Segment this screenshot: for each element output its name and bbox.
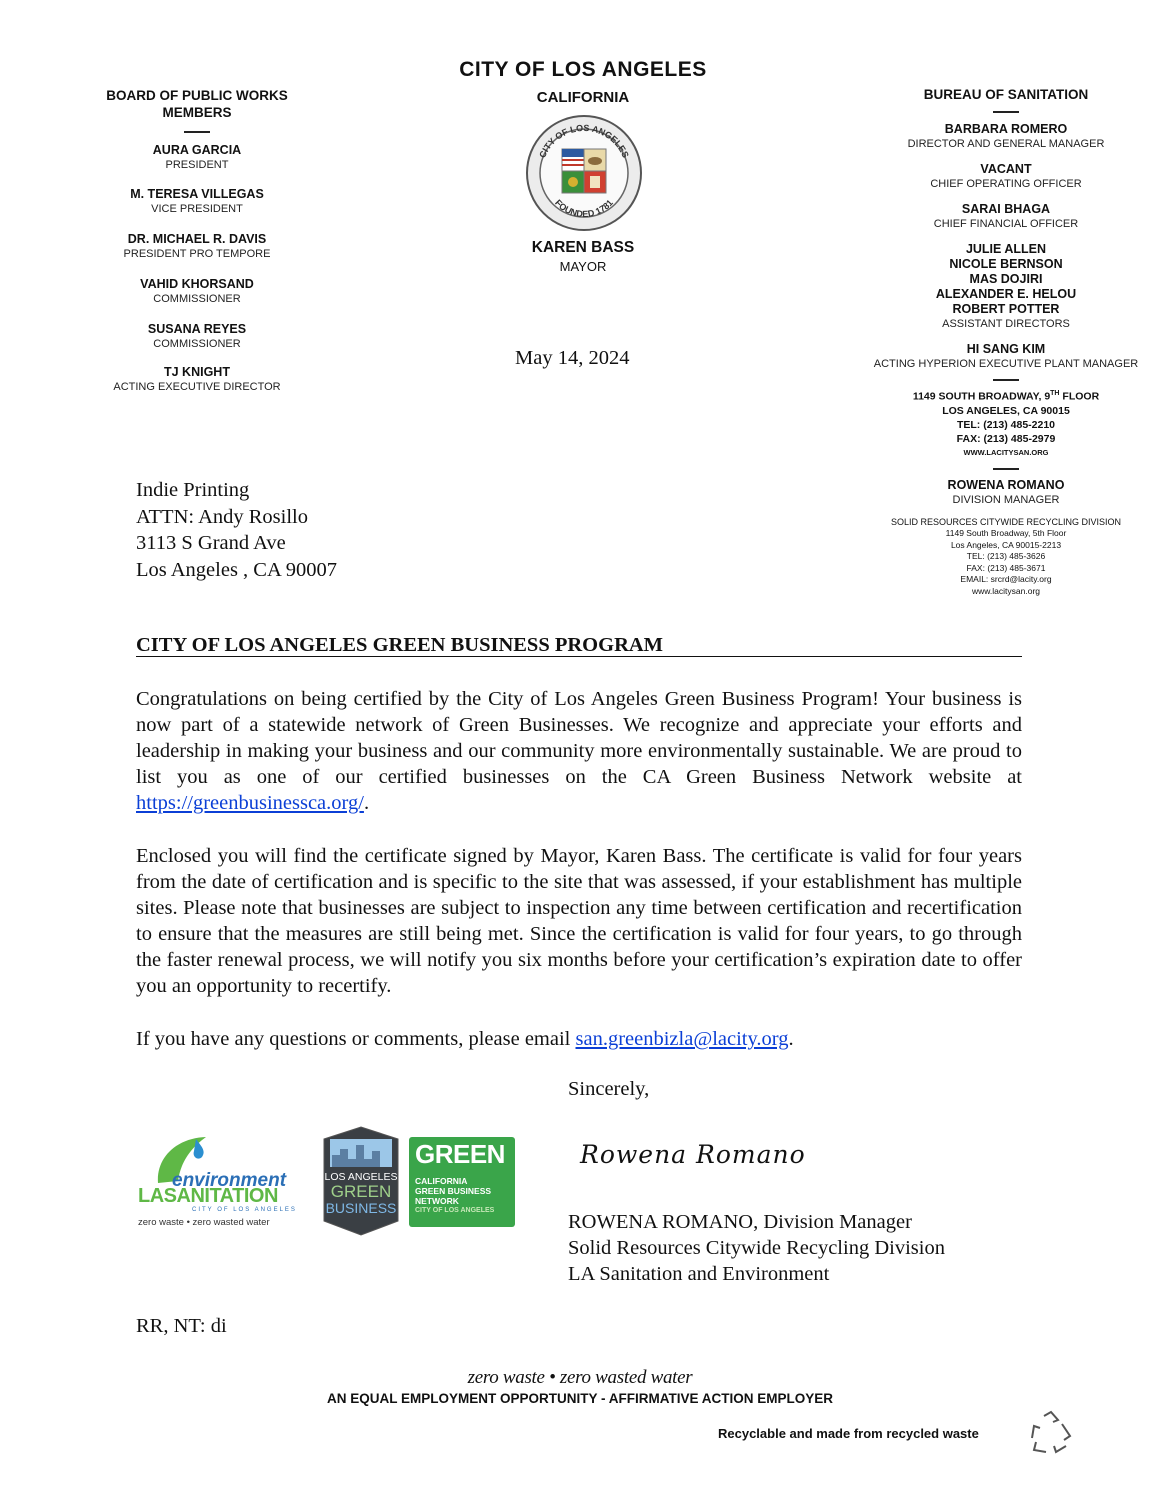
green-network-text: CALIFORNIA GREEN BUSINESS NETWORK CITY OF LOS ANGELES (415, 1176, 495, 1214)
divider (993, 468, 1019, 470)
officer-title: DIRECTOR AND GENERAL MANAGER (907, 138, 1105, 150)
board-of-public-works (80, 87, 314, 404)
signature: Rowena Romano (580, 1140, 806, 1169)
city-seal-icon (524, 113, 644, 233)
recipient-line: Los Angeles , CA 90007 (136, 558, 338, 581)
division-addr1: 1149 South Broadway, 5th Floor (945, 528, 1067, 538)
lagb-line1: LOS ANGELES (324, 1171, 398, 1183)
letter-date: May 14, 2024 (515, 347, 630, 369)
assistant-name: NICOLE BERNSON (949, 257, 1063, 271)
member-name: AURA GARCIA (152, 143, 242, 157)
recipient-line: 3113 S Grand Ave (136, 532, 286, 554)
division-web: www.lacitysan.org (971, 585, 1041, 596)
signer-name: ROWENA ROMANO, Division Manager (568, 1211, 912, 1233)
address-line2: LOS ANGELES, CA 90015 (942, 404, 1070, 417)
officer-name: SARAI BHAGA (961, 202, 1051, 216)
member-title: COMMISSIONER (153, 293, 241, 305)
state-subtitle: CALIFORNIA (536, 89, 630, 106)
address-line1: 1149 SOUTH BROADWAY, 9TH FLOOR (912, 390, 1100, 403)
officer-title: CHIEF FINANCIAL OFFICER (933, 218, 1079, 230)
recycle-icon (1026, 1410, 1076, 1456)
city-title: CITY OF LOS ANGELES (459, 58, 707, 81)
seal-bottom-text: FOUNDED 1781 (553, 197, 615, 220)
divider (184, 131, 210, 133)
footer-recycle-text: Recyclable and made from recycled waste (718, 1426, 979, 1441)
green-title: GREEN (415, 1139, 505, 1169)
bureau-of-sanitation (856, 87, 1156, 597)
lasan-tagline: zero waste • zero wasted water (138, 1217, 270, 1228)
member-name: TJ KNIGHT (164, 365, 230, 379)
assistant-directors (856, 242, 1156, 331)
lasan-city-text: CITY OF LOS ANGELES (192, 1207, 297, 1213)
board-member (80, 143, 314, 172)
paragraph-3: If you have any questions or comments, please email san.greenbizla@lacity.org. (136, 1028, 794, 1050)
bureau-officer (856, 478, 1156, 507)
board-member (80, 232, 314, 261)
officer-title: CHIEF OPERATING OFFICER (930, 178, 1082, 190)
ca-green-business-network-logo (409, 1137, 515, 1227)
divider (993, 111, 1019, 113)
signer-org: LA Sanitation and Environment (568, 1263, 830, 1285)
address-tel: TEL: (213) 485-2210 (956, 418, 1056, 431)
member-title: ACTING EXECUTIVE DIRECTOR (113, 381, 281, 393)
paragraph-2: Enclosed you will find the certificate signed by Mayor, Karen Bass. The certificate is valid for four years from the date of certification and is specific to the site that was assessed, if your establishment has multiple sites. Please note that businesses are subject to inspection any time between certification and recertification to ensure that the measures are still being met. Since the certification is valid for four years, to go through the faster renewal process, we will notify you six months before your certification’s expiration date to offer you an opportunity to recertify. (136, 845, 1022, 997)
email-link[interactable]: san.greenbizla@lacity.org (575, 1028, 789, 1050)
footer-eeo: AN EQUAL EMPLOYMENT OPPORTUNITY - AFFIRMATIVE ACTION EMPLOYER (326, 1391, 833, 1406)
assistant-name: MAS DOJIRI (969, 272, 1043, 286)
assistant-name: JULIE ALLEN (965, 242, 1047, 256)
bureau-address (856, 387, 1156, 460)
bureau-officer (856, 122, 1156, 151)
division-addr2: Los Angeles, CA 90015-2213 (950, 539, 1062, 550)
bureau-officer (856, 162, 1156, 191)
division-tel: TEL: (213) 485-3626 (966, 551, 1046, 561)
footer-tagline: zero waste • zero wasted water (467, 1367, 693, 1388)
address-fax: FAX: (213) 485-2979 (956, 432, 1056, 445)
bureau-officer (856, 342, 1156, 371)
board-member (80, 322, 314, 351)
address-web: WWW.LACITYSAN.ORG (963, 447, 1049, 457)
member-title: PRESIDENT PRO TEMPORE (123, 248, 271, 260)
initials: RR, NT: di (136, 1315, 227, 1337)
member-name: SUSANA REYES (147, 322, 247, 336)
paragraph-1: Congratulations on being certified by the City of Los Angeles Green Business Program! Your business is now part of a statewide network of Green Businesses. We recognize and appreciate your efforts and leadership in making your business and our community more environmentally sustainable. We are proud to list you as one of our certified businesses on the CA Green Business Network website at https://greenbusinessca.org/. (136, 688, 1022, 814)
divider (993, 379, 1019, 381)
lagb-line2: GREEN (330, 1182, 392, 1201)
officer-name: BARBARA ROMERO (944, 122, 1068, 136)
board-member (80, 365, 314, 394)
officer-name: HI SANG KIM (966, 342, 1046, 356)
bureau-heading: BUREAU OF SANITATION (923, 87, 1089, 102)
mayor-name: KAREN BASS (531, 239, 635, 256)
officer-name: VACANT (980, 162, 1032, 176)
lasan-main-text: LASANITATION (138, 1185, 278, 1207)
officer-name: ROWENA ROMANO (947, 477, 1065, 492)
lagb-line3: BUSINESS (325, 1200, 397, 1216)
bureau-officer (856, 202, 1156, 231)
member-title: COMMISSIONER (153, 338, 241, 350)
member-name: DR. MICHAEL R. DAVIS (127, 232, 267, 246)
seal-top-text: CITY OF LOS ANGELES (537, 122, 631, 160)
officer-title: DIVISION MANAGER (952, 493, 1060, 506)
board-member (80, 277, 314, 306)
signer-division: Solid Resources Citywide Recycling Division (568, 1237, 945, 1259)
la-sanitation-logo (136, 1133, 316, 1231)
la-green-business-logo (318, 1125, 404, 1237)
division-name: SOLID RESOURCES CITYWIDE RECYCLING DIVISION (890, 516, 1122, 527)
signer-block (568, 1209, 945, 1287)
recipient-address (136, 477, 337, 583)
subject-line: CITY OF LOS ANGELES GREEN BUSINESS PROGRAM (136, 634, 1022, 657)
division-email: EMAIL: srcrd@lacity.org (960, 574, 1052, 584)
member-title: VICE PRESIDENT (151, 203, 243, 215)
member-name: M. TERESA VILLEGAS (130, 187, 264, 201)
member-title: PRESIDENT (165, 159, 229, 171)
board-heading-line2: MEMBERS (162, 105, 232, 120)
recipient-line: Indie Printing (136, 479, 250, 501)
lasan-top-text: environment (172, 1170, 287, 1191)
assistant-name: ALEXANDER E. HELOU (935, 287, 1077, 301)
mayor-title: MAYOR (559, 259, 607, 274)
assistants-title: ASSISTANT DIRECTORS (942, 318, 1070, 330)
recipient-line: ATTN: Andy Rosillo (136, 505, 308, 528)
closing: Sincerely, (568, 1078, 650, 1100)
member-name: VAHID KHORSAND (140, 277, 254, 291)
board-heading-line1: BOARD OF PUBLIC WORKS (106, 88, 288, 103)
division-fax: FAX: (213) 485-3671 (966, 562, 1046, 573)
green-business-link[interactable]: https://greenbusinessca.org/ (136, 792, 364, 814)
assistant-name: ROBERT POTTER (952, 302, 1060, 316)
board-member (80, 187, 314, 216)
division-contact (856, 517, 1156, 598)
officer-title: ACTING HYPERION EXECUTIVE PLANT MANAGER (873, 358, 1139, 370)
